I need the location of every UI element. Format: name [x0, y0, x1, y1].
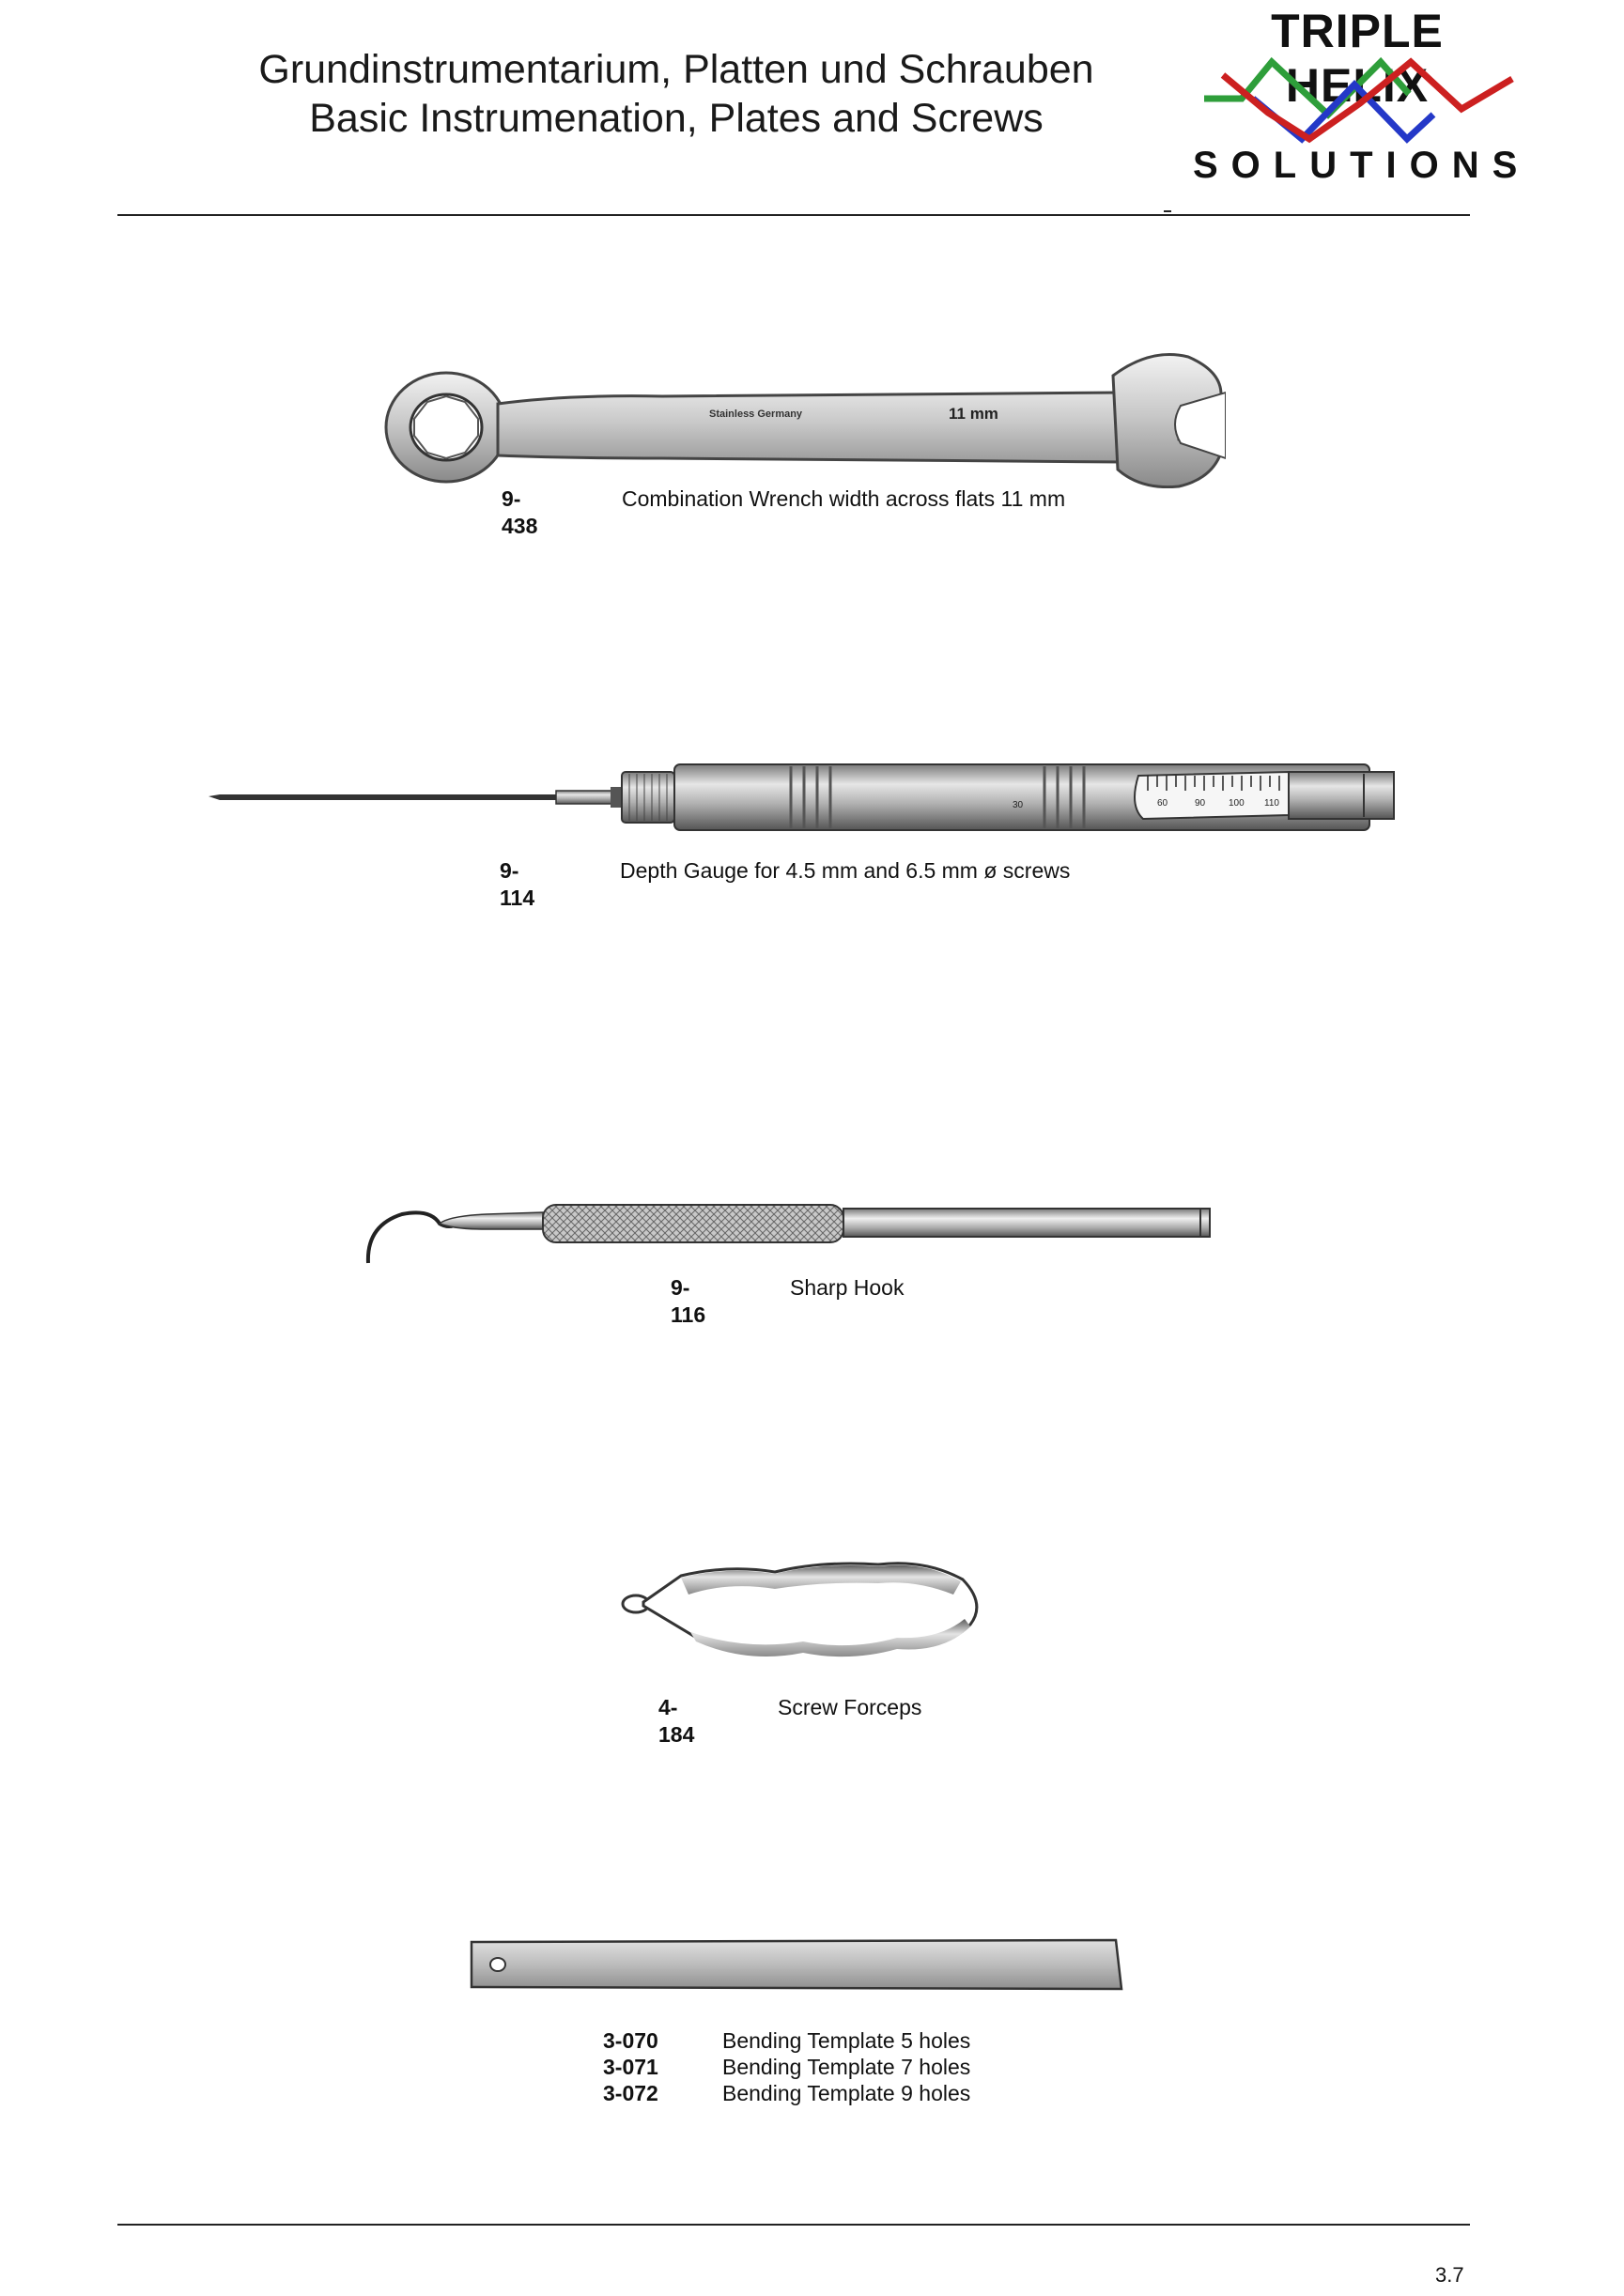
header-title-english: Basic Instrumenation, Plates and Screws — [309, 96, 1044, 141]
scale-label: 100 — [1229, 798, 1245, 809]
product-description: Sharp Hook — [790, 1275, 905, 1300]
product-description: Bending Template 9 holes — [722, 2081, 971, 2105]
product-description: Combination Wrench width across flats 11 mm — [622, 486, 1066, 511]
logo-bottom-text: SOLUTIONS — [1193, 145, 1531, 186]
scale-label: 90 — [1195, 798, 1206, 809]
page-header — [169, 45, 1183, 143]
page-number: 3.7 — [1435, 2263, 1464, 2287]
header-divider-tick — [1164, 210, 1171, 212]
footer-divider — [117, 2224, 1470, 2226]
depth-gauge-image — [209, 759, 1411, 843]
header-title-german: Grundinstrumentarium, Platten und Schrauben — [258, 47, 1094, 92]
wrench-engraving-brand: Stainless Germany — [709, 408, 803, 420]
product-code: 4-184 — [658, 1695, 695, 1747]
product-description: Bending Template 7 holes — [722, 2055, 971, 2079]
bending-template-image — [468, 1938, 1125, 1995]
product-code: 3-072 — [603, 2081, 658, 2105]
wrench-engraving-size: 11 mm — [949, 405, 998, 423]
sharp-hook-image — [364, 1188, 1219, 1272]
product-code: 3-070 — [603, 2028, 658, 2053]
product-description: Depth Gauge for 4.5 mm and 6.5 mm ø screws — [620, 858, 1071, 883]
product-code: 9-438 — [502, 486, 538, 538]
header-divider — [117, 214, 1470, 216]
screw-forceps-image — [615, 1557, 982, 1670]
product-code: 9-114 — [500, 858, 535, 910]
combination-wrench-image — [380, 338, 1226, 488]
scale-label: 60 — [1157, 798, 1168, 809]
product-code: 9-116 — [671, 1275, 706, 1327]
scale-label: 30 — [1013, 800, 1024, 810]
product-description: Bending Template 5 holes — [722, 2028, 971, 2053]
scale-label: 110 — [1264, 798, 1279, 809]
product-code: 3-071 — [603, 2055, 658, 2079]
company-logo — [1193, 4, 1531, 192]
product-description: Screw Forceps — [778, 1695, 922, 1719]
logo-top-text: TRIPLE HELIX — [1271, 5, 1444, 112]
bending-template-caption — [603, 2027, 1026, 2112]
helix-wave-icon — [1197, 56, 1516, 146]
